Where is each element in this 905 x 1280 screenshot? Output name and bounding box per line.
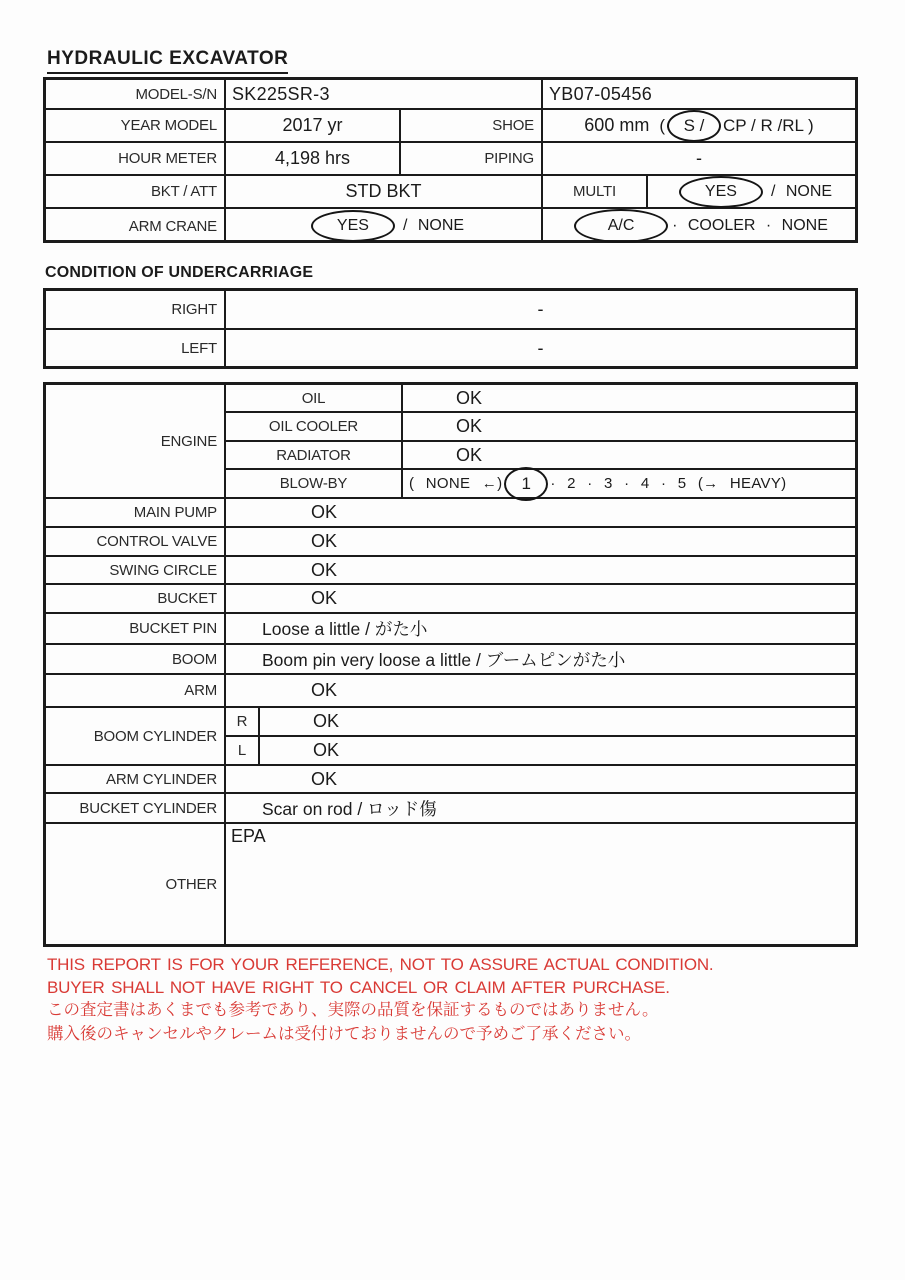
arm-crane-options-rest: / NONE [402, 217, 465, 234]
arm-value: OK [226, 675, 855, 708]
year-model-label: YEAR MODEL [46, 110, 226, 143]
arm-crane-yes-circle: YES [311, 210, 395, 242]
bucket-label: BUCKET [46, 585, 226, 614]
bkt-att-value: STD BKT [226, 176, 543, 209]
hour-meter-value: 4,198 hrs [226, 143, 401, 176]
shoe-options-rest: CP / R /RL ) [723, 115, 814, 135]
undercarriage-left-label: LEFT [46, 330, 226, 366]
multi-value [648, 176, 855, 209]
shoe-value [543, 110, 855, 143]
other-value: EPA [231, 826, 266, 846]
blowby-scale-rest: · 2 · 3 · 4 · 5 (→ HEAVY) [550, 475, 787, 492]
engine-label: ENGINE [46, 385, 226, 499]
undercarriage-section-title: CONDITION OF UNDERCARRIAGE [45, 264, 314, 281]
boom-label: BOOM [46, 645, 226, 675]
bucket-pin-label: BUCKET PIN [46, 614, 226, 645]
swing-circle-value: OK [226, 557, 855, 585]
engine-radiator-value: OK [403, 442, 855, 470]
piping-label: PIPING [401, 143, 543, 176]
shoe-selected-circle: S / [667, 110, 721, 142]
shoe-size: 600 mm [584, 115, 650, 135]
shoe-label: SHOE [401, 110, 543, 143]
disclaimer [47, 954, 713, 1046]
undercarriage-left-value: - [537, 337, 544, 358]
spec-table [43, 77, 858, 243]
disclaimer-line-4: 購入後のキャンセルやクレームは受付けておりませんので予めご了承ください。 [47, 1024, 641, 1043]
boom-cylinder-label: BOOM CYLINDER [46, 708, 226, 766]
multi-options-rest: / NONE [770, 182, 833, 200]
blowby-selected-circle: 1 [504, 467, 548, 501]
other-label: OTHER [46, 824, 226, 944]
disclaimer-line-3: この査定書はあくまでも参考であり、実際の品質を保証するものではありません。 [47, 1001, 659, 1019]
arm-cylinder-label: ARM CYLINDER [46, 766, 226, 794]
bucket-cylinder-label: BUCKET CYLINDER [46, 794, 226, 824]
shoe-open-paren: ( [659, 115, 665, 135]
control-valve-label: CONTROL VALVE [46, 528, 226, 557]
ac-options-rest: · COOLER · NONE [672, 217, 828, 234]
page-title: HYDRAULIC EXCAVATOR [47, 48, 288, 74]
arm-crane-value [226, 209, 543, 243]
bkt-att-label: BKT / ATT [46, 176, 226, 209]
multi-yes-circle: YES [679, 176, 763, 208]
engine-oil-cooler-label: OIL COOLER [226, 413, 403, 442]
bucket-pin-value: Loose a little / がた小 [226, 614, 855, 645]
main-pump-label: MAIN PUMP [46, 499, 226, 528]
undercarriage-table [43, 288, 858, 369]
ac-selected-circle: A/C [574, 209, 668, 243]
bucket-value: OK [226, 585, 855, 614]
engine-blowby-value [403, 470, 855, 499]
engine-oil-value: OK [403, 385, 855, 413]
arm-crane-label: ARM CRANE [46, 209, 226, 243]
main-pump-value: OK [226, 499, 855, 528]
inspection-table [43, 382, 858, 947]
boom-cylinder-r-label: R [226, 708, 260, 737]
undercarriage-right-value: - [226, 291, 855, 330]
bucket-cylinder-value: Scar on rod / ロッド傷 [226, 794, 855, 824]
disclaimer-line-1: THIS REPORT IS FOR YOUR REFERENCE, NOT TO ASSURE ACTUAL CONDITION. [47, 955, 714, 974]
boom-value: Boom pin very loose a little / ブームピンがた小 [226, 645, 855, 675]
engine-blowby-label: BLOW-BY [226, 470, 403, 499]
boom-cylinder-l-value: OK [260, 737, 855, 766]
engine-oil-cooler-value: OK [403, 413, 855, 442]
undercarriage-right-label: RIGHT [46, 291, 226, 330]
multi-label: MULTI [543, 176, 648, 209]
swing-circle-label: SWING CIRCLE [46, 557, 226, 585]
boom-cylinder-l-label: L [226, 737, 260, 766]
hour-meter-label: HOUR METER [46, 143, 226, 176]
arm-label: ARM [46, 675, 226, 708]
engine-oil-label: OIL [226, 385, 403, 413]
arm-cylinder-value: OK [226, 766, 855, 794]
serial-value: YB07-05456 [543, 80, 855, 110]
ac-cooler-value [543, 209, 855, 243]
boom-cylinder-r-value: OK [260, 708, 855, 737]
year-model-value: 2017 yr [226, 110, 401, 143]
disclaimer-line-2: BUYER SHALL NOT HAVE RIGHT TO CANCEL OR CLAIM AFTER PURCHASE. [47, 977, 670, 997]
piping-value: - [543, 143, 855, 176]
model-value: SK225SR-3 [226, 80, 543, 110]
control-valve-value: OK [226, 528, 855, 557]
engine-radiator-label: RADIATOR [226, 442, 403, 470]
model-sn-label: MODEL-S/N [46, 80, 226, 110]
blowby-prefix: ( NONE ←) [409, 475, 503, 492]
